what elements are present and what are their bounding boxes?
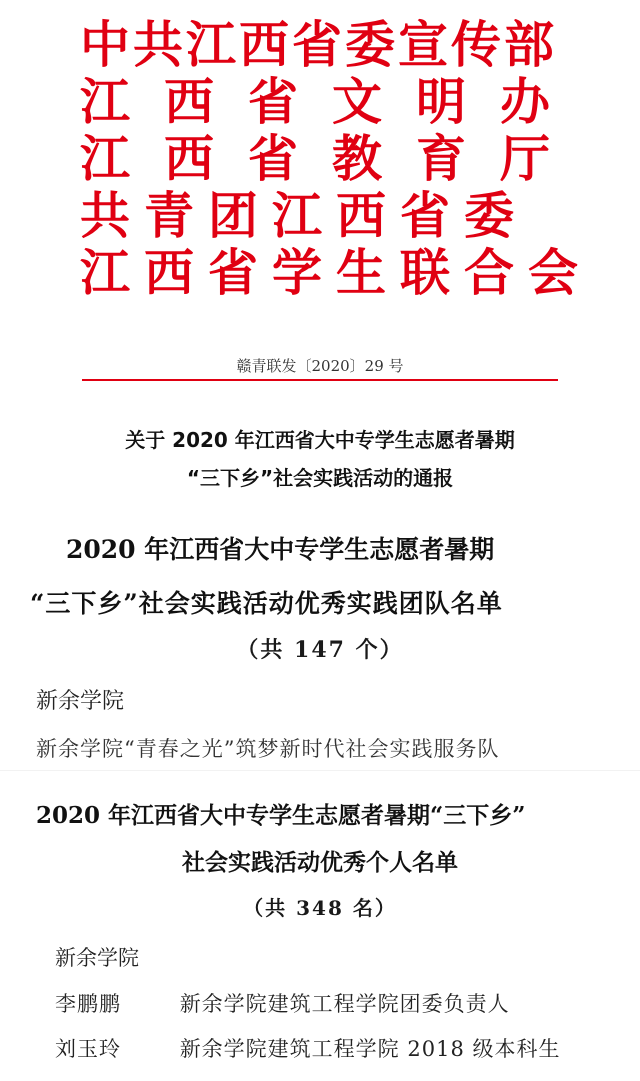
team-entry: 新余学院“青春之光”筑梦新时代社会实践服务队	[36, 737, 500, 761]
individual-school-heading: 新余学院	[55, 946, 139, 970]
individual-list-count: （共 348 名）	[243, 896, 397, 920]
team-school-heading: 新余学院	[36, 689, 125, 714]
org-civilization-office: 江西省文明办	[80, 72, 584, 131]
person-role: 新余学院建筑工程学院 2018 级本科生	[179, 1037, 561, 1061]
team-list-title-line1: 2020 年江西省大中专学生志愿者暑期	[66, 535, 495, 564]
person-role: 新余学院建筑工程学院团委负责人	[179, 992, 510, 1016]
team-list-title-line2: “三下乡”社会实践活动优秀实践团队名单	[30, 589, 503, 618]
org-youth-league: 共青团江西省委	[80, 186, 528, 245]
document-number: 赣青联发〔2020〕29 号	[236, 357, 404, 375]
team-list-count: （共 147 个）	[236, 637, 404, 663]
person-name: 刘玉玲	[55, 1037, 121, 1061]
person-row	[55, 988, 510, 1018]
person-name: 李鹏鹏	[55, 992, 121, 1016]
notice-title-line2: “三下乡”社会实践活动的通报	[186, 466, 454, 490]
individual-list-title-line1: 2020 年江西省大中专学生志愿者暑期“三下乡”	[36, 802, 526, 829]
section-divider	[0, 770, 640, 771]
person-row	[55, 1033, 560, 1063]
org-propaganda-dept: 中共江西省委宣传部	[80, 15, 557, 74]
individual-list-title-line2: 社会实践活动优秀个人名单	[182, 849, 458, 876]
org-student-federation: 江西省学生联合会	[80, 243, 592, 302]
notice-title-line1: 关于 2020 年江西省大中专学生志愿者暑期	[125, 428, 515, 452]
red-divider-line	[82, 379, 558, 381]
org-education-dept: 江西省教育厅	[80, 129, 584, 188]
